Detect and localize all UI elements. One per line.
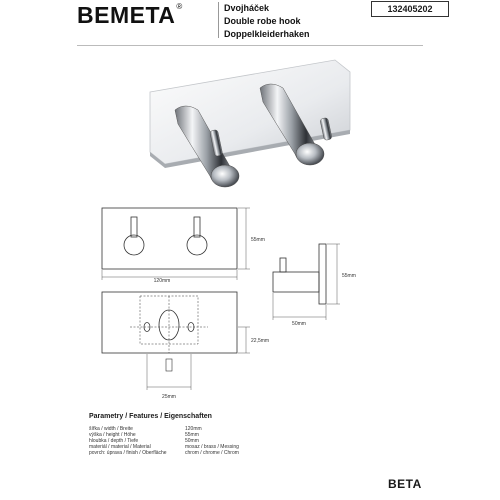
- series-name: BETA: [388, 477, 422, 491]
- dim-height-label: 55mm: [251, 237, 265, 243]
- title-en: Double robe hook: [224, 16, 301, 26]
- param-label: šířka / width / Breite: [89, 426, 133, 432]
- front-view-plate: [102, 208, 237, 269]
- product-titles: [224, 2, 310, 41]
- param-label: hloubka / depth / Tiefe: [89, 438, 139, 444]
- brand-name: BEMETA: [77, 2, 176, 28]
- parameters-section: [89, 413, 369, 456]
- product-code: 132405202: [371, 1, 449, 17]
- side-view-plate: [319, 244, 326, 304]
- front-view-hook-right: [187, 217, 207, 255]
- registered-mark: ®: [176, 2, 183, 11]
- param-label: materiál / material / Material: [89, 444, 151, 450]
- brand-logo: [77, 2, 183, 29]
- header: [0, 0, 500, 44]
- title-de: Doppelkleiderhaken: [224, 29, 310, 39]
- param-value: mosaz / brass / Messing: [185, 444, 239, 450]
- title-cz: Dvojháček: [224, 3, 270, 13]
- set-screw: [166, 359, 172, 371]
- back-view-mount: [130, 296, 208, 353]
- dim-mount-label: 22,5mm: [251, 338, 270, 344]
- header-divider: [218, 2, 219, 38]
- param-row: [89, 450, 369, 456]
- dim-width-label: 120mm: [153, 278, 171, 284]
- param-value: 50mm: [185, 438, 199, 444]
- product-photo: [140, 52, 380, 202]
- header-rule: [77, 45, 423, 46]
- dim-side-height-label: 55mm: [342, 273, 356, 279]
- parameters-title: Parametry / Features / Eigenschaften: [89, 413, 212, 420]
- side-view-hook: [273, 258, 319, 292]
- param-value: chrom / chrome / Chrom: [185, 450, 239, 456]
- param-value: 55mm: [185, 432, 199, 438]
- front-view-hook-left: [124, 217, 144, 255]
- param-label: povrch: úprava / finish / Oberfläche: [89, 450, 167, 456]
- dim-depth-label: 50mm: [292, 321, 306, 327]
- param-value: 120mm: [185, 426, 202, 432]
- technical-drawing: [90, 200, 420, 410]
- param-label: výška / height / Höhe: [89, 432, 136, 438]
- dim-hole-label: 25mm: [162, 394, 176, 400]
